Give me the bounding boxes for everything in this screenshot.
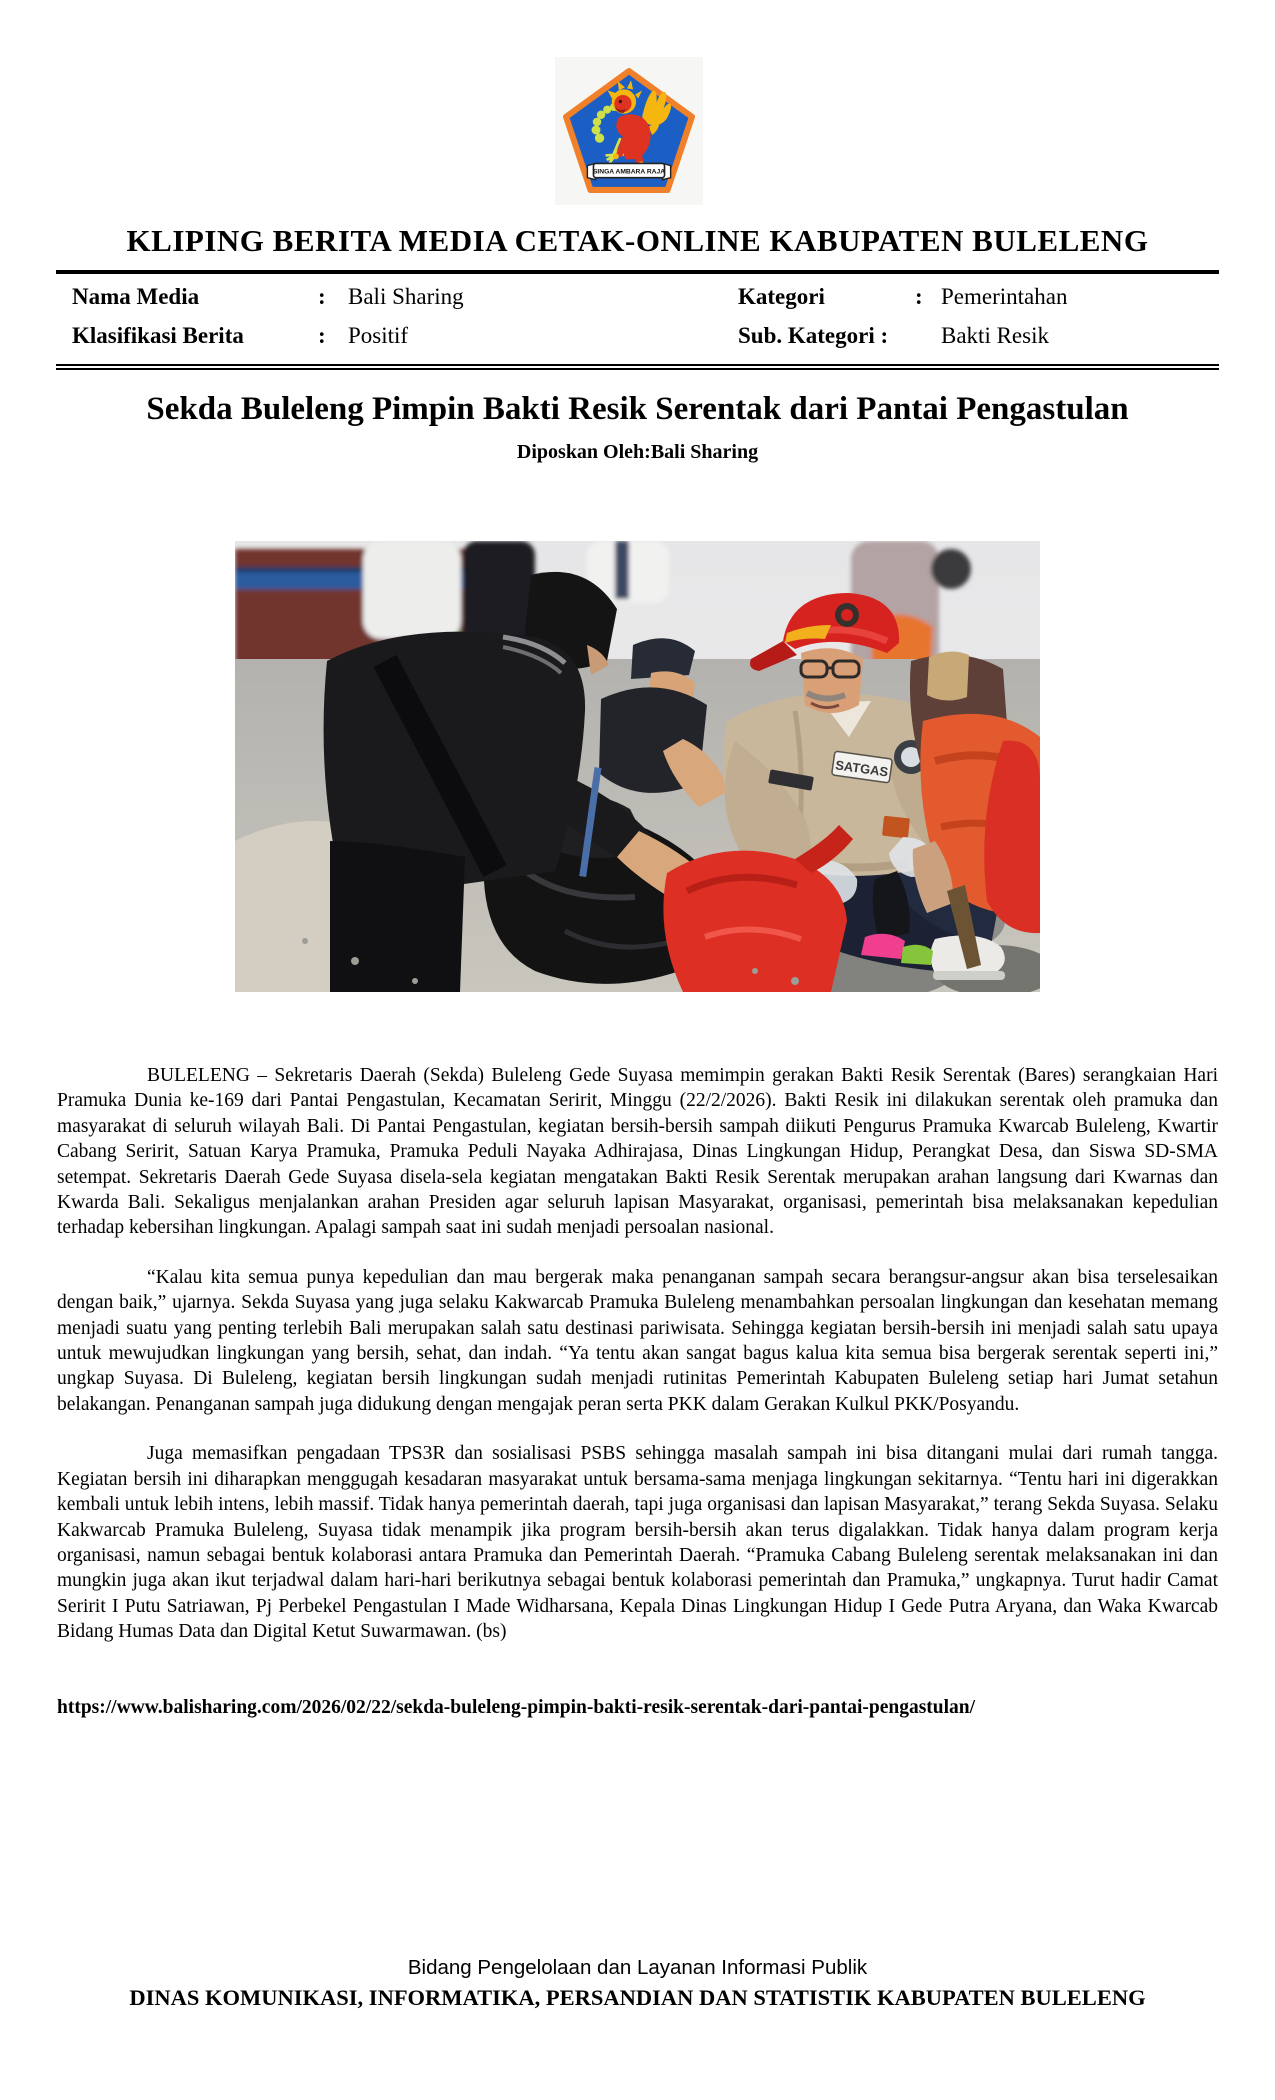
- page-footer: [0, 1956, 1275, 2011]
- klasifikasi-label: Klasifikasi Berita: [72, 323, 244, 348]
- page-title: KLIPING BERITA MEDIA CETAK-ONLINE KABUPATEN BULELENG: [126, 223, 1149, 258]
- metadata-bottom-divider: [56, 364, 1219, 370]
- kategori-colon: :: [915, 284, 923, 309]
- paragraph-3: Juga memasifkan pengadaan TPS3R dan sosialisasi PSBS sehingga masalah sampah ini bisa ditangani mulai dari rumah tangga. Kegiatan bersih ini diharapkan menggugah kesadaran masyarakat untuk bersama-sama menjaga lingkungan sekitarnya. “Tentu hari ini digerakkan kembali untuk lebih intens, lebih massif. Tidak hanya pemerintah daerah, tapi juga organisasi dan lapisan Masyarakat,” terang Sekda Suyasa. Selaku Kakwarcab Pramuka Buleleng, Suyasa tidak menampik jika program bersih-bersih akan terus digalakkan. Tidak hanya dalam program kerja organisasi, namun sebagai bentuk kolaborasi antara Pramuka dan Pemerintah Daerah. “Pramuka Cabang Buleleng serentak melaksanakan ini dan mungkin juga akan ikut terjadwal dalam hari-hari berikutnya sebagai bentuk kolaborasi pemerintah dan Pramuka,” ungkapnya. Turut hadir Camat Seririt I Putu Satriawan, Pj Perbekel Pengastulan I Made Widharsana, Kepala Dinas Lingkungan Hidup I Gede Putra Aryana, dan Waka Kwarcab Bidang Humas Data dan Digital Ketut Suwarmawan. (bs): [57, 1443, 1218, 1643]
- article-body: [57, 1063, 1218, 1669]
- logo-banner-text: SINGA AMBARA RAJA: [592, 168, 666, 176]
- article-byline: Diposkan Oleh:Bali Sharing: [516, 441, 759, 463]
- nama-media-colon: :: [318, 284, 326, 309]
- klasifikasi-value: Positif: [348, 323, 409, 348]
- satgas-patch-label: SATGAS: [834, 757, 890, 780]
- kategori-value: Pemerintahan: [941, 284, 1068, 309]
- nama-media-label: Nama Media: [72, 284, 200, 309]
- sub-kategori-label: Sub. Kategori :: [738, 323, 889, 348]
- source-url: https://www.balisharing.com/2026/02/22/sekda-buleleng-pimpin-bakti-resik-serentak-dari-pantai-pengastulan/: [57, 1697, 976, 1718]
- nama-media-value: Bali Sharing: [348, 284, 464, 309]
- metadata-table: [56, 284, 1219, 349]
- footer-division-name: Bidang Pengelolaan dan Layanan Informasi Publik: [407, 1956, 868, 1979]
- paragraph-1: BULELENG – Sekretaris Daerah (Sekda) Buleleng Gede Suyasa memimpin gerakan Bakti Resik Serentak (Bares) serangkaian Hari Pramuka Dunia ke-169 dari Pantai Pengastulan, Kecamatan Seririt, Minggu (22/2/2026). Bakti Resik ini dilakukan serentak oleh pramuka dan masyarakat di seluruh wilayah Bali. Di Pantai Pengastulan, kegiatan bersih-bersih sampah diikuti Pengurus Pramuka Kwarcab Buleleng, Kwartir Cabang Seririt, Satuan Karya Pramuka, Pramuka Peduli Nayaka Adhirajasa, Dinas Lingkungan Hidup, Perangkat Desa, dan Siswa SD-SMA setempat. Sekretaris Daerah Gede Suyasa disela-sela kegiatan mengatakan Bakti Resik Serentak merupakan arahan langsung dari Kwarnas dan Kwarda Bali. Sekaligus menjalankan arahan Presiden agar seluruh lapisan Masyarakat, organisasi, pemerintah bisa melaksanakan kepedulian terhadap kebersihan lingkungan. Apalagi sampah saat ini sudah menjadi persoalan nasional.: [57, 1065, 1218, 1239]
- article-photo: [235, 541, 1040, 992]
- kategori-label: Kategori: [738, 284, 825, 309]
- paragraph-2: “Kalau kita semua punya kepedulian dan mau bergerak maka penanganan sampah secara berangsur-angsur akan bisa terselesaikan dengan baik,” ujarnya. Sekda Suyasa yang juga selaku Kakwarcab Pramuka Buleleng menambahkan persoalan lingkungan dan kesehatan memang menjadi suatu yang penting terlebih Bali merupakan salah satu destinasi pariwisata. Sehingga kegiatan bersih-bersih ini menjadi salah satu upaya untuk mewujudkan lingkungan yang bersih, sehat, dan indah. “Ya tentu akan sangat bagus kalua kita semua bisa bergerak serentak seperti ini,” ungkap Suyasa. Di Buleleng, kegiatan bersih lingkungan sudah menjadi rutinitas Pemerintah Kabupaten Buleleng setiap hari Jumat setahun belakangan. Penanganan sampah juga didukung dengan mengajak peran serta PKK dalam Gerakan Kulkul PKK/Posyandu.: [57, 1266, 1218, 1415]
- article-title: Sekda Buleleng Pimpin Bakti Resik Serentak dari Pantai Pengastulan: [146, 391, 1129, 427]
- footer-agency-name: DINAS KOMUNIKASI, INFORMATIKA, PERSANDIAN DAN STATISTIK KABUPATEN BULELENG: [129, 1985, 1146, 2010]
- header-divider: [56, 270, 1219, 274]
- beach-cleanup-photo-illustration: [235, 541, 1040, 992]
- buleleng-logo: [555, 57, 703, 205]
- sub-kategori-value: Bakti Resik: [941, 323, 1049, 348]
- klasifikasi-colon: :: [318, 323, 326, 348]
- singa-ambara-raja-emblem-icon: [563, 68, 695, 194]
